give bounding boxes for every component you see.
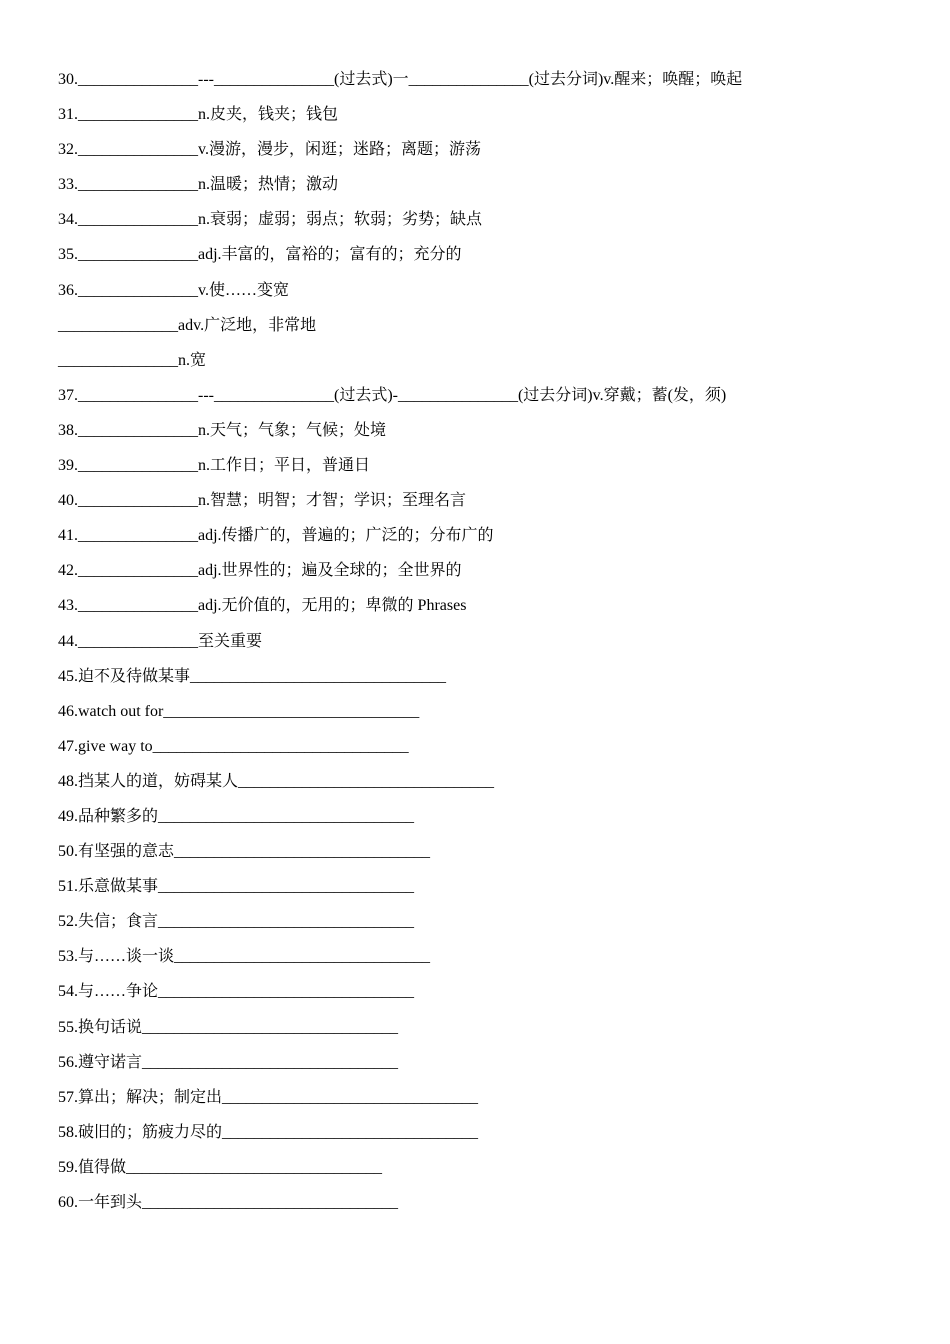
vocab-line-40: 40._______________n.智慧；明智；才智；学识；至理名言 bbox=[58, 492, 467, 510]
vocab-line-31: 31._______________n.皮夹，钱夹；钱包 bbox=[58, 106, 339, 124]
vocab-line-33: 33._______________n.温暖；热情；激动 bbox=[58, 176, 339, 194]
vocab-line-41: 41._______________adj.传播广的，普遍的；广泛的；分布广的 bbox=[58, 527, 494, 545]
vocab-line-34: 34._______________n.衰弱；虚弱；弱点；软弱；劣势；缺点 bbox=[58, 211, 483, 229]
phrase-line-48: 48.挡某人的道，妨碍某人________________________________ bbox=[58, 772, 495, 790]
phrase-line-53: 53.与……谈一谈________________________________ bbox=[58, 948, 431, 966]
vocab-line-38: 38._______________n.天气；气象；气候；处境 bbox=[58, 421, 387, 439]
vocab-line-35: 35._______________adj.丰富的，富裕的；富有的；充分的 bbox=[58, 246, 462, 264]
phrase-line-47: 47.give way to________________________________ bbox=[58, 737, 409, 755]
phrase-line-56: 56.遵守诺言________________________________ bbox=[58, 1053, 399, 1071]
phrase-line-58: 58.破旧的；筋疲力尽的________________________________ bbox=[58, 1123, 479, 1141]
phrase-line-49: 49.品种繁多的________________________________ bbox=[58, 807, 415, 825]
phrase-line-45: 45.迫不及待做某事________________________________ bbox=[58, 667, 447, 685]
vocab-line-36: 36._______________v.使……变宽 bbox=[58, 281, 289, 299]
phrase-line-57: 57.算出；解决；制定出________________________________ bbox=[58, 1088, 479, 1106]
vocab-line-37: 37._______________---_______________(过去式)-_______________(过去分词)v.穿戴；蓄(发，须) bbox=[58, 386, 727, 404]
phrase-line-60: 60.一年到头________________________________ bbox=[58, 1194, 399, 1211]
vocab-line-30: 30._______________---_______________(过去式)一_______________(过去分词)v.醒来；唤醒；唤起 bbox=[58, 71, 743, 88]
phrase-line-46: 46.watch out for________________________________ bbox=[58, 702, 420, 720]
vocab-line-42: 42._______________adj.世界性的；遍及全球的；全世界的 bbox=[58, 562, 462, 580]
phrase-line-51: 51.乐意做某事________________________________ bbox=[58, 878, 415, 896]
phrase-line-50: 50.有坚强的意志________________________________ bbox=[58, 843, 431, 861]
vocab-line-43: 43._______________adj.无价值的，无用的；卑微的 Phrases bbox=[58, 597, 467, 615]
phrase-line-55: 55.换句话说________________________________ bbox=[58, 1018, 399, 1036]
phrase-line-44: 44._______________至关重要 bbox=[58, 632, 263, 650]
vocab-line-39: 39._______________n.工作日；平日，普通日 bbox=[58, 457, 371, 475]
vocab-line-32: 32._______________v.漫游，漫步，闲逛；迷路；离题；游荡 bbox=[58, 141, 481, 159]
vocab-line-36-noun: _______________n.宽 bbox=[58, 351, 207, 369]
vocab-line-36-adv: _______________adv.广泛地，非常地 bbox=[58, 316, 317, 334]
phrase-line-59: 59.值得做________________________________ bbox=[58, 1158, 383, 1176]
vocabulary-list bbox=[58, 68, 918, 1226]
phrase-line-54: 54.与……争论________________________________ bbox=[58, 983, 415, 1001]
phrase-line-52: 52.失信；食言________________________________ bbox=[58, 913, 415, 931]
